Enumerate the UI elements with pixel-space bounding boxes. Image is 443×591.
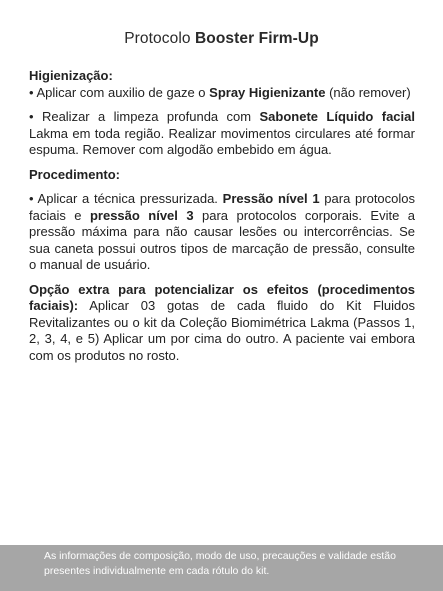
opcao-extra-text: Aplicar 03 gotas de cada fluido do Kit Fluidos Revitalizantes ou o kit da Coleção Biomimétrica Lakma (Passos 1, 2, 3, 4, e 5) Aplicar um por cima do outro. A paciente vai embora com os produtos no rosto. [29,298,415,363]
title-product-name: Booster Firm-Up [195,30,319,47]
higienizacao-step-2 [29,109,415,159]
step-text: (não remover) [325,84,411,100]
footer-note: As informações de composição, modo de uso, precauções e validade estão presentes individualmente em cada rótulo do kit. [44,550,396,577]
product-name: Sabonete Líquido facial [259,109,415,124]
step-text: • Realizar a limpeza profunda com [29,109,260,124]
step-text: para protocolos corporais. Evite a pressão máxima para não causar lesões ou intercorrências. Se sua caneta possui outros tipos de marcação de pressão, consulte o manual de usuário. [29,207,415,272]
pressure-level-body: pressão nível 3 [89,207,194,223]
step-text: • Aplicar a técnica pressurizada. [29,191,223,206]
section-heading-procedimento: Procedimento: [29,166,121,182]
step-text: • Aplicar com auxilio de gaze o [29,84,210,100]
title-prefix: Protocolo [124,30,195,47]
protocol-body [29,68,415,364]
footer-bar [0,545,443,591]
pressure-level-facial: Pressão nível 1 [222,191,320,206]
step-text: para protocolos faciais e [29,191,416,223]
higienizacao-step-1 [29,85,415,102]
step-text: Lakma em toda região. Realizar movimentos circulares até formar espuma. Remover com algodão embebido em água. [29,125,415,157]
procedimento-step-1 [29,191,415,274]
product-name: Spray Higienizante [209,84,326,100]
opcao-extra-paragraph [29,282,415,365]
section-heading-opcao-extra: Opção extra para potencializar os efeitos (procedimentos faciais): [29,281,415,313]
page-title [0,30,443,48]
section-heading-higienizacao: Higienização: [29,68,113,83]
